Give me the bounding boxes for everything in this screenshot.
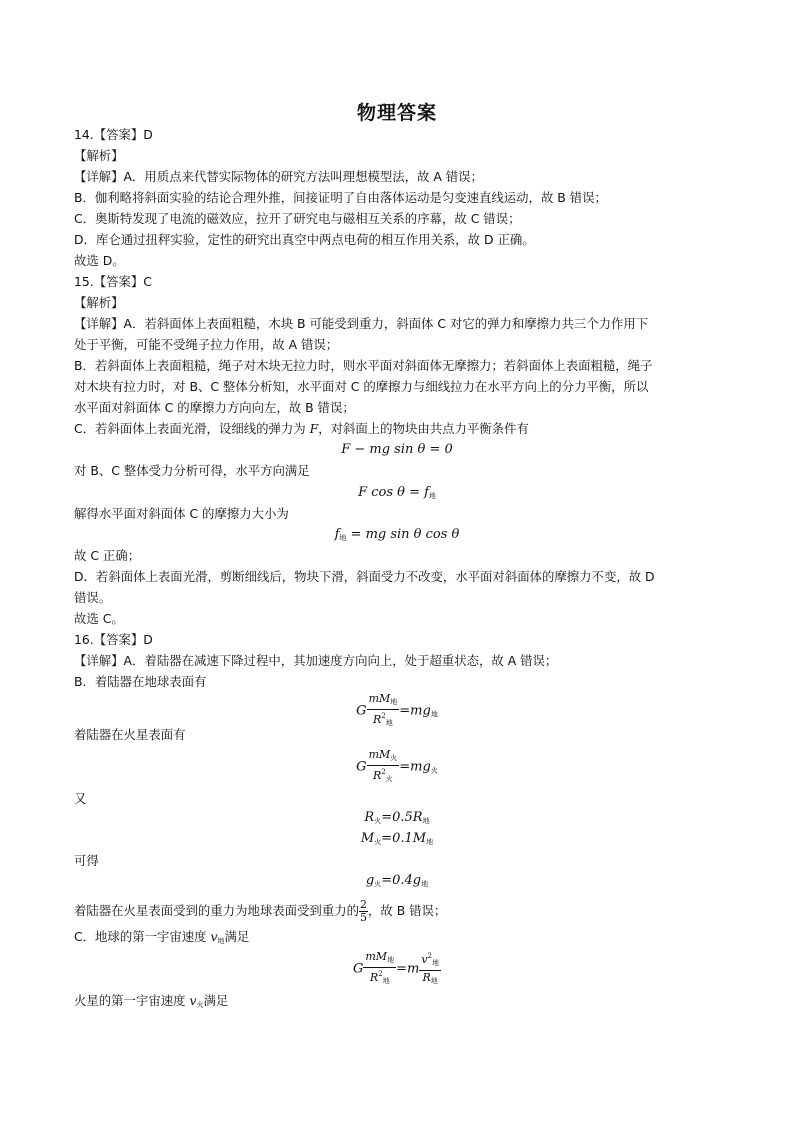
q15-detail-c2: 对 B、C 整体受力分析可得，水平方向满足	[74, 463, 310, 478]
eq-sub: 地	[430, 977, 438, 985]
eq-num: mM	[368, 692, 391, 705]
q15-detail-b2: 对木块有拉力时，对 B、C 整体分析知，水平面对 C 的摩擦力与细线拉力在水平方向上的分力平衡，所以	[74, 379, 649, 394]
q14-analysis-label: 【解析】	[74, 148, 124, 163]
eq-den: R	[422, 971, 431, 984]
eq-text: =m	[396, 961, 420, 977]
text-segment: 火星的第一宇宙速度	[74, 993, 190, 1008]
q15-answer: 15.【答案】C	[74, 274, 152, 289]
inline-fraction	[359, 899, 368, 924]
q14-answer: 14.【答案】D	[74, 127, 153, 142]
eq-sub: 火	[374, 880, 382, 888]
equation-mass-ratio	[0, 831, 794, 850]
equation-mars-gravity	[0, 748, 794, 786]
eq-sup: 2	[378, 970, 383, 978]
eq-fraction	[367, 748, 400, 786]
eq-sub: 地	[390, 698, 398, 706]
eq-text: =mg	[399, 703, 431, 719]
eq-fraction	[363, 950, 396, 988]
eq-sub: 火	[390, 754, 398, 762]
frac-den: 5	[359, 911, 367, 924]
frac-num: 2	[359, 898, 367, 911]
text-segment: 着陆器在火星表面受到的重力为地球表面受到重力的	[74, 903, 359, 918]
eq-sub: 火	[196, 1001, 204, 1009]
text-segment: ，对斜面上的物块由共点力平衡条件有	[318, 421, 529, 436]
q16-detail-b5	[74, 899, 446, 924]
q16-detail-b1: B．着陆器在地球表面有	[74, 674, 207, 689]
eq-text: = mg sin θ cos θ	[346, 527, 460, 542]
page-title: 物理答案	[356, 102, 437, 124]
equation-g-ratio	[0, 873, 794, 892]
eq-sup: 2	[381, 712, 386, 720]
q15-detail-b1: B．若斜面体上表面粗糙，绳子对木块无拉力时，则水平面对斜面体无摩擦力；若斜面体上表面粗糙，绳子	[74, 358, 653, 373]
q15-detail-c1	[74, 421, 529, 437]
eq-sub: 地	[432, 959, 439, 967]
eq-text: =mg	[399, 759, 431, 775]
eq-num: mM	[368, 748, 391, 761]
eq-sub: 地	[385, 719, 393, 727]
eq-text: F cos θ = f	[358, 485, 429, 500]
eq-sub: 火	[385, 775, 393, 783]
text-segment: C．地球的第一宇宙速度	[74, 929, 211, 944]
eq-text: R	[364, 810, 375, 825]
q15-detail-a2: 处于平衡，可能不受绳子拉力作用，故 A 错误；	[74, 337, 339, 352]
q14-detail-b: B．伽利略将斜面实验的结论合理外推，间接证明了自由落体运动是匀变速直线运动，故 B 错误；	[74, 190, 607, 205]
eq-g: G	[352, 961, 364, 977]
eq-den: R	[373, 769, 382, 782]
eq-den: R	[369, 971, 379, 984]
eq-sup: 2	[427, 952, 432, 960]
eq-sub: 地	[428, 492, 436, 500]
eq-text: =0.5R	[381, 810, 423, 825]
eq-sub: 地	[217, 937, 225, 945]
eq-sub: 地	[382, 977, 390, 985]
eq-g: G	[356, 703, 367, 719]
text-segment: ，故 B 错误；	[367, 903, 447, 918]
eq-text: =0.4g	[381, 873, 422, 888]
q16-answer: 16.【答案】D	[74, 632, 153, 647]
eq-text: g	[365, 873, 375, 888]
q14-conclusion: 故选 D。	[74, 253, 125, 268]
eq-sub: 地	[387, 956, 395, 964]
q15-detail-c4: 故 C 正确；	[74, 548, 141, 563]
q15-detail-d2: 错误。	[74, 590, 112, 605]
q15-detail-b3: 水平面对斜面体 C 的摩擦力方向向左，故 B 错误；	[74, 400, 355, 415]
q16-detail-c1	[74, 929, 249, 949]
eq-num: mM	[365, 950, 388, 963]
eq-sub: 地	[421, 880, 429, 888]
equation-friction: $f_地$ = mg sin θ cos θ	[334, 527, 460, 542]
equation-radius-ratio	[0, 810, 794, 829]
eq-text: =0.1M	[381, 831, 427, 846]
var-v: v	[189, 993, 197, 1008]
var-v: v	[210, 929, 218, 944]
q15-conclusion: 故选 C。	[74, 611, 124, 626]
equation-earth-velocity	[0, 950, 794, 988]
eq-sub: 火	[374, 838, 382, 846]
text-segment: 满足	[203, 993, 229, 1008]
q16-detail-b2: 着陆器在火星表面有	[74, 727, 186, 742]
eq-sub: 地	[422, 817, 430, 825]
text-segment: C．若斜面体上表面光滑，设细线的弹力为	[74, 421, 310, 436]
q16-detail-b3: 又	[74, 791, 87, 806]
eq-den: R	[373, 713, 382, 726]
equation-earth-gravity	[0, 692, 794, 730]
var-f: F	[309, 421, 319, 436]
eq-fraction	[367, 692, 400, 730]
q14-detail-c: C．奥斯特发现了电流的磁效应，拉开了研究电与磁相互关系的序幕，故 C 错误；	[74, 211, 521, 226]
q14-detail-d: D．库仑通过扭秤实验，定性的研究出真空中两点电荷的相互作用关系，故 D 正确。	[74, 232, 535, 247]
eq-fraction	[419, 950, 441, 988]
eq-sub: 火	[374, 817, 382, 825]
equation-horizontal	[0, 485, 794, 504]
q16-detail-b4: 可得	[74, 853, 99, 868]
equation-balance: F − mg sin θ = 0	[341, 442, 453, 457]
q16-detail-c2	[74, 993, 228, 1013]
q16-detail-a: 【详解】A．着陆器在减速下降过程中，其加速度方向向上，处于超重状态，故 A 错误；	[74, 653, 558, 668]
q14-detail-a: 【详解】A．用质点来代替实际物体的研究方法叫理想模型法，故 A 错误；	[74, 169, 483, 184]
eq-sub: 地	[426, 838, 434, 846]
eq-sub: 地	[430, 710, 438, 719]
eq-text: M	[360, 831, 375, 846]
q15-analysis-label: 【解析】	[74, 295, 124, 310]
text-segment: 满足	[224, 929, 250, 944]
eq-sub: 火	[430, 766, 438, 775]
eq-g: G	[356, 759, 367, 775]
q15-detail-c3: 解得水平面对斜面体 C 的摩擦力大小为	[74, 506, 289, 521]
q15-detail-a1: 【详解】A．若斜面体上表面粗糙，木块 B 可能受到重力，斜面体 C 对它的弹力和摩擦力共三个力作用下	[74, 316, 649, 331]
q15-detail-d1: D．若斜面体上表面光滑，剪断细线后，物块下滑，斜面受力不改变，水平面对斜面体的摩擦力不变，故 D	[74, 569, 655, 584]
eq-sub: 地	[339, 534, 347, 542]
eq-num: v	[421, 953, 428, 966]
eq-sup: 2	[381, 768, 386, 776]
